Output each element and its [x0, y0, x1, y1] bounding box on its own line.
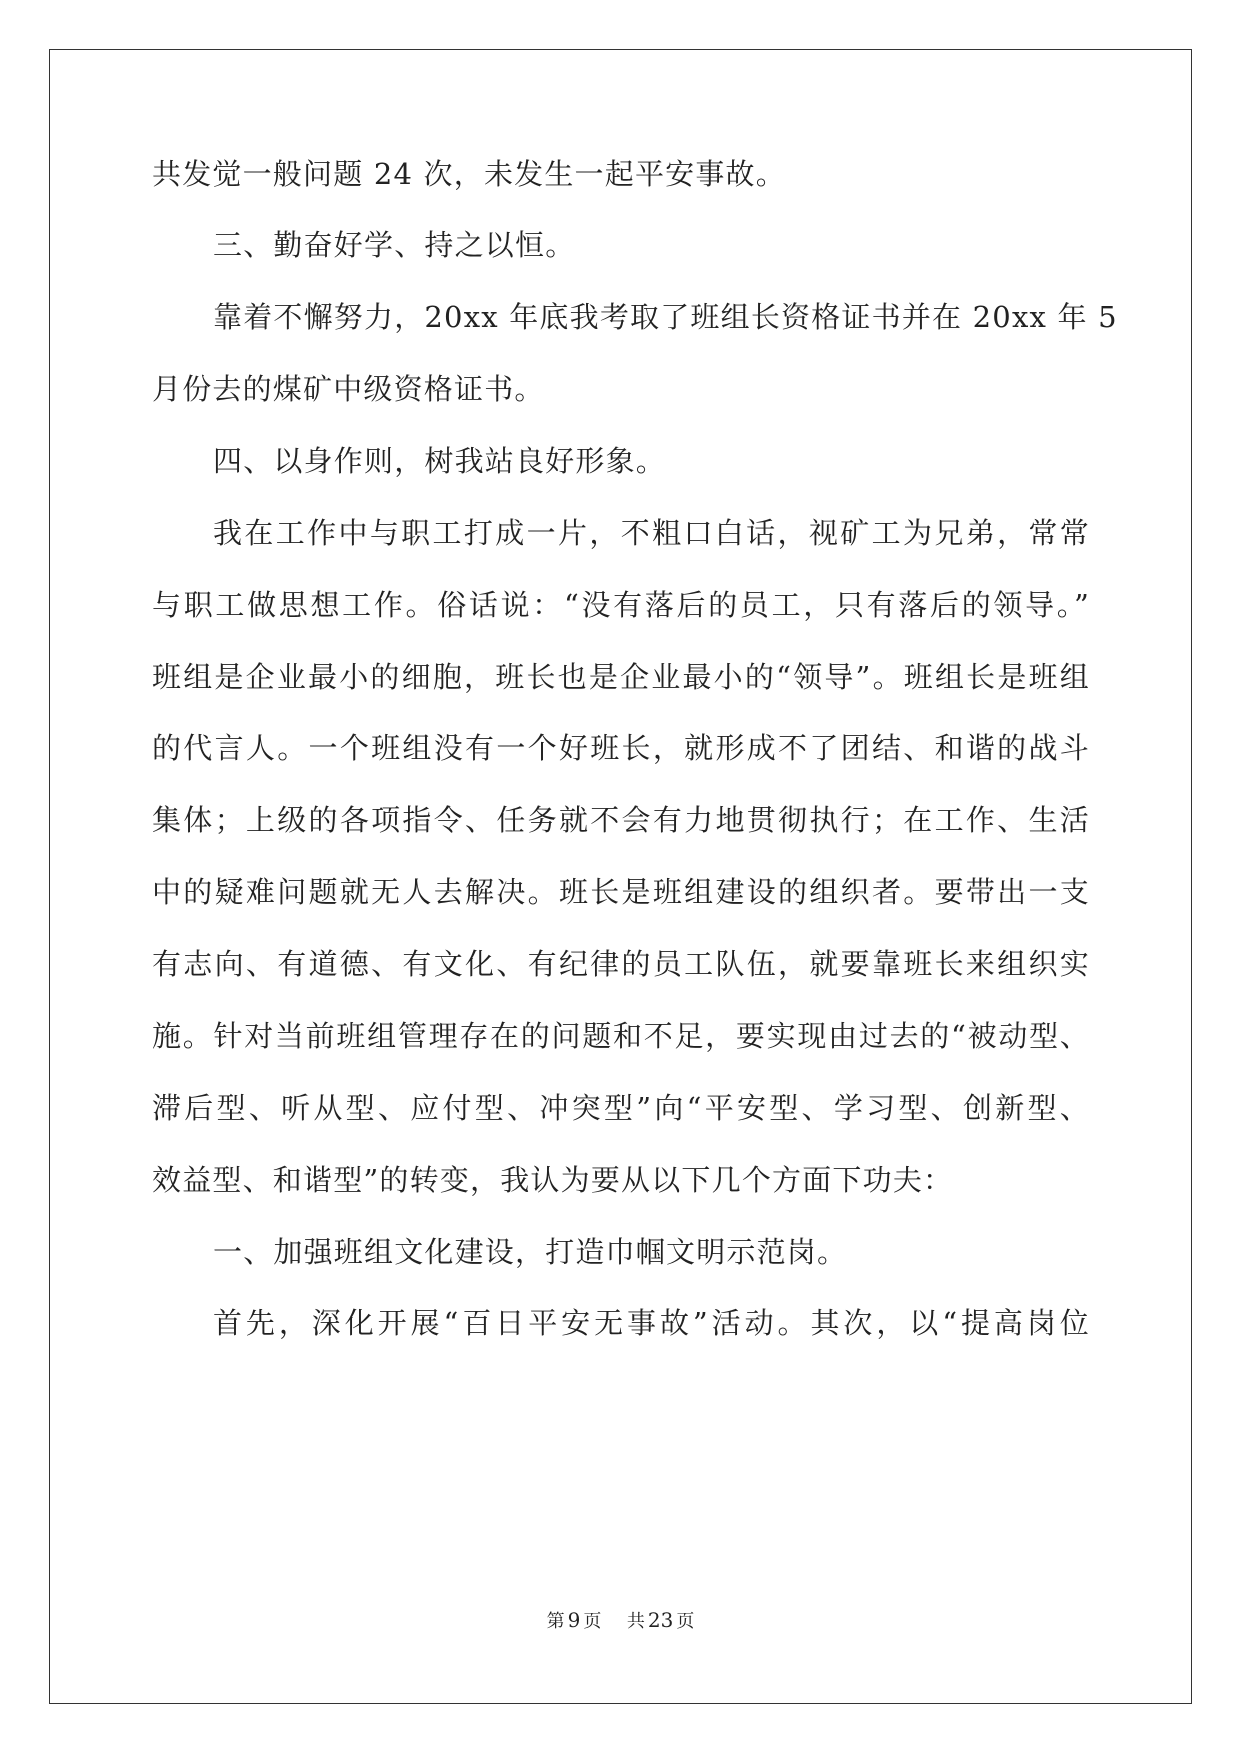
paragraph-line: 集体；上级的各项指令、任务就不会有力地贯彻执行；在工作、生活 [152, 803, 1090, 837]
paragraph-line: 我在工作中与职工打成一片，不粗口白话，视矿工为兄弟，常常 [213, 516, 1090, 550]
paragraph-line: 共发觉一般问题 24 次，未发生一起平安事故。 [152, 157, 786, 191]
page-footer [0, 1608, 1241, 1634]
paragraph-line: 月份去的煤矿中级资格证书。 [152, 372, 545, 406]
section-heading: 三、勤奋好学、持之以恒。 [213, 228, 576, 262]
total-prefix: 共 [626, 1611, 645, 1632]
page-prefix: 第 [546, 1611, 565, 1632]
section-heading: 一、加强班组文化建设，打造巾帼文明示范岗。 [213, 1235, 848, 1269]
paragraph-line: 班组是企业最小的细胞，班长也是企业最小的“领导”。班组长是班组 [152, 660, 1090, 694]
paragraph-line: 有志向、有道德、有文化、有纪律的员工队伍，就要靠班长来组织实 [152, 947, 1090, 981]
paragraph-line: 滞后型、听从型、应付型、冲突型”向“平安型、学习型、创新型、 [152, 1091, 1090, 1125]
page-number: 9 [567, 1608, 581, 1632]
paragraph-line: 效益型、和谐型”的转变，我认为要从以下几个方面下功夫： [152, 1163, 954, 1197]
paragraph-line: 施。针对当前班组管理存在的问题和不足，要实现由过去的“被动型、 [152, 1019, 1090, 1053]
total-pages: 23 [647, 1608, 674, 1632]
paragraph-line: 的代言人。一个班组没有一个好班长，就形成不了团结、和谐的战斗 [152, 731, 1090, 765]
paragraph-line: 首先，深化开展“百日平安无事故”活动。其次，以“提高岗位 [213, 1306, 1090, 1340]
page-unit: 页 [583, 1611, 602, 1632]
section-heading: 四、以身作则，树我站良好形象。 [213, 444, 667, 478]
paragraph-line: 中的疑难问题就无人去解决。班长是班组建设的组织者。要带出一支 [152, 875, 1090, 909]
total-unit: 页 [676, 1611, 695, 1632]
paragraph-line: 与职工做思想工作。俗话说：“没有落后的员工，只有落后的领导。” [152, 588, 1090, 622]
paragraph-line: 靠着不懈努力，20xx 年底我考取了班组长资格证书并在 20xx 年 5 [213, 300, 1118, 334]
